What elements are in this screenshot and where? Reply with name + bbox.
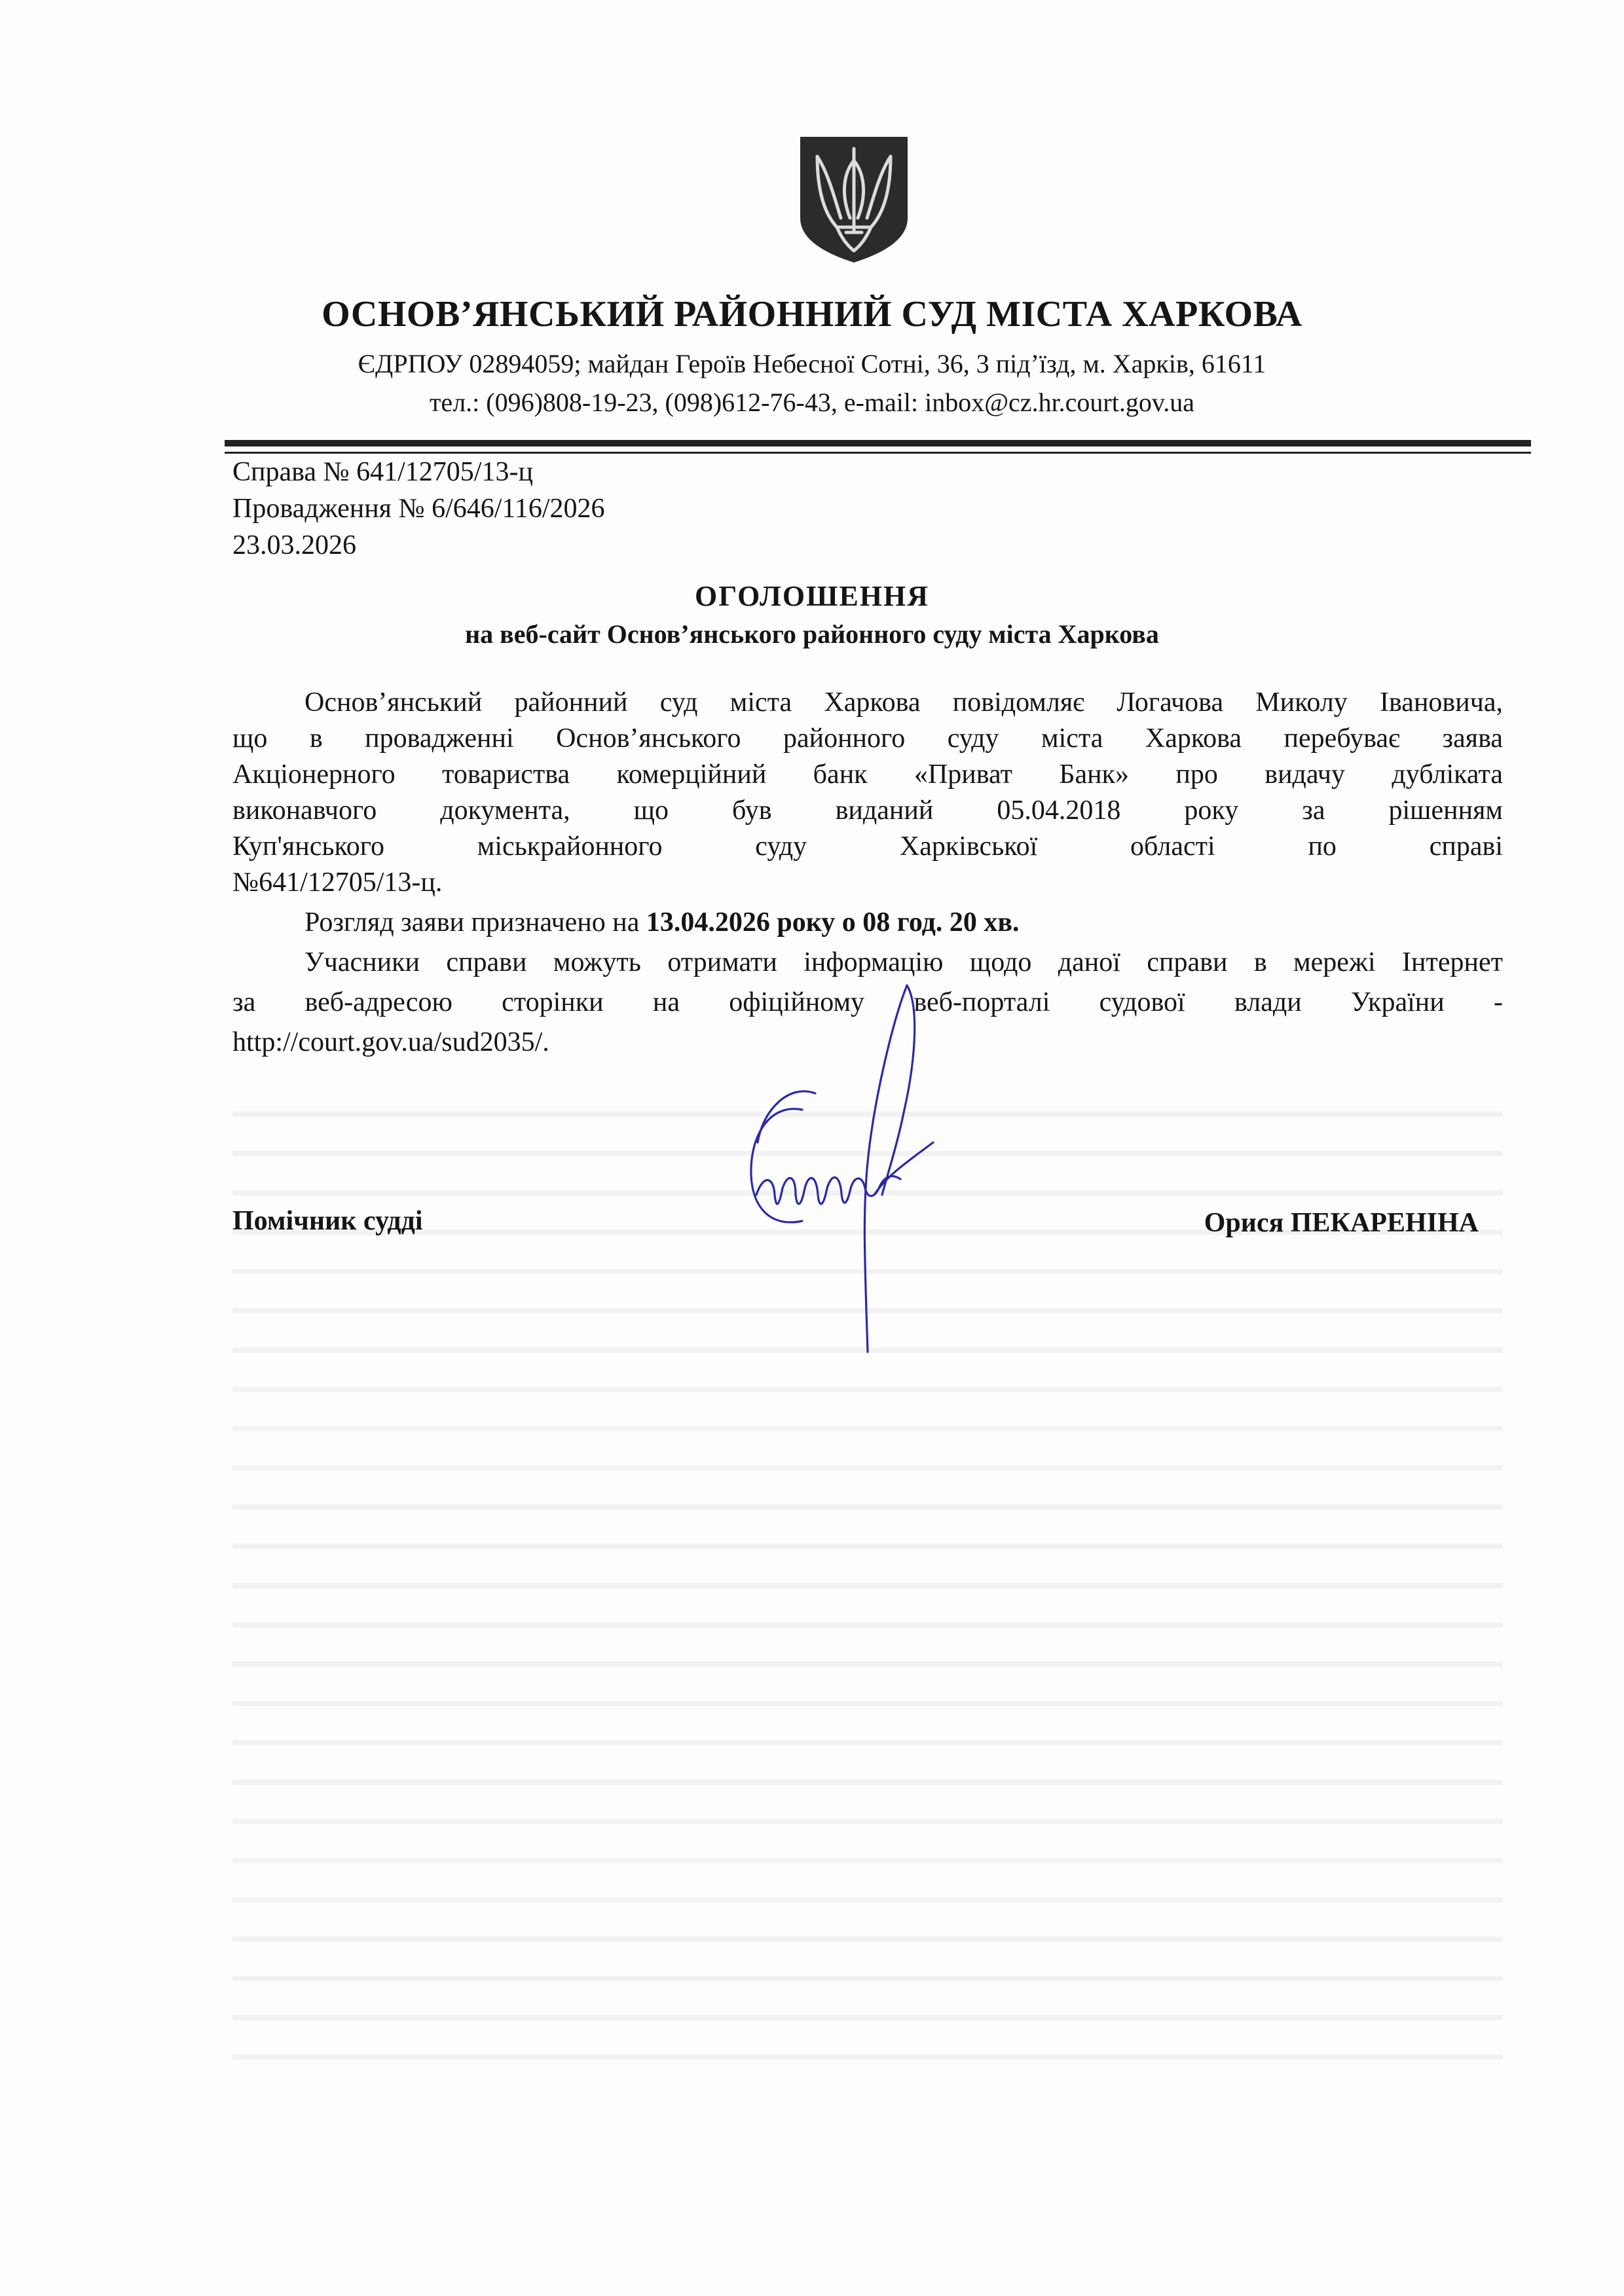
body-line: що в провадженні Основ’янського районного суду міста Харкова перебуває заява xyxy=(232,723,1503,754)
body-line: за веб-адресою сторінки на офіційному веб-порталі судової влади України - xyxy=(232,987,1503,1017)
body-line: Учасники справи можуть отримати інформацію щодо даної справи в мережі Інтернет xyxy=(304,947,1503,977)
body-line: Основ’янський районний суд міста Харкова повідомляє Логачова Миколу Івановича, xyxy=(304,687,1503,718)
hearing-line xyxy=(232,905,1503,941)
body-line: №641/12705/13-ц. xyxy=(232,867,443,898)
body-line: виконавчого документа, що був виданий 05.04.2018 року за рішенням xyxy=(232,795,1503,826)
tryzub-icon xyxy=(798,134,910,265)
court-portal-link[interactable]: http://court.gov.ua/sud2035/. xyxy=(232,1027,549,1057)
case-meta xyxy=(232,454,605,564)
case-number: Справа № 641/12705/13-ц xyxy=(232,457,533,487)
notice-title: ОГОЛОШЕННЯ xyxy=(694,580,930,612)
signer-name: Орися ПЕКАРЕНІНА xyxy=(1204,1208,1479,1238)
document-date: 23.03.2026 xyxy=(232,530,356,560)
proceeding-number: Провадження № 6/646/116/2026 xyxy=(232,494,605,524)
body-line: Куп'янського міськрайонного суду Харківської області по справі xyxy=(232,831,1503,862)
court-contacts: тел.: (096)808-19-23, (098)612-76-43, e-mail: inbox@cz.hr.court.gov.ua xyxy=(429,388,1195,417)
header-divider xyxy=(225,440,1531,446)
body-line: Акціонерного товариства комерційний банк «Приват Банк» про видачу дубліката xyxy=(232,759,1503,790)
hearing-datetime: 13.04.2026 року о 08 год. 20 хв. xyxy=(646,907,1020,938)
notice-subtitle: на веб-сайт Основ’янського районного суду міста Харкова xyxy=(465,619,1159,649)
court-address: ЄДРПОУ 02894059; майдан Героїв Небесної Сотні, 36, 3 під’їзд, м. Харків, 61611 xyxy=(358,349,1266,378)
court-name: ОСНОВ’ЯНСЬКИЙ РАЙОННИЙ СУД МІСТА ХАРКОВА xyxy=(322,294,1302,335)
notice-heading xyxy=(0,577,1624,653)
hearing-prefix: Розгляд заяви призначено на xyxy=(304,907,646,938)
handwritten-signature xyxy=(710,979,992,1372)
signer-position: Помічник судді xyxy=(232,1206,423,1236)
